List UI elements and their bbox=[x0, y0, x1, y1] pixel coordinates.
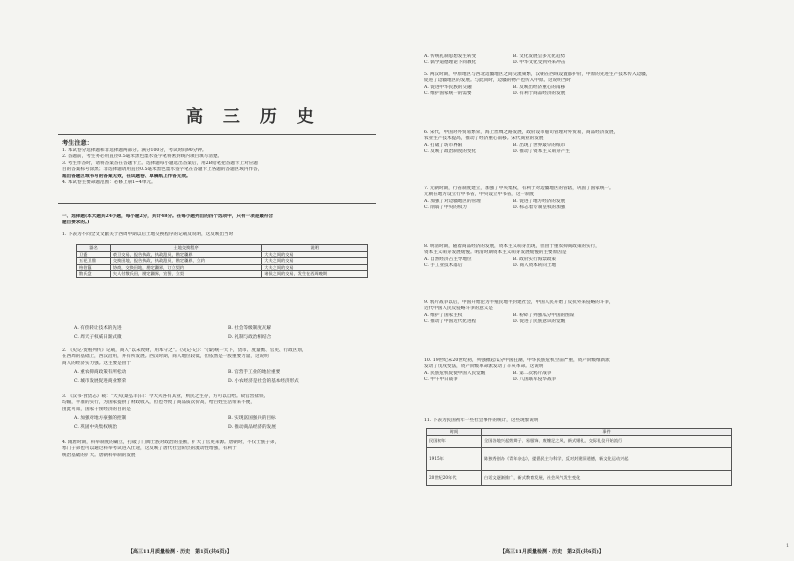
notice-line: 3. 考生作答时，请将答案答在答题卡上。选择题每小题选出答案后，用2B铅笔把答题卡上对应题 bbox=[62, 160, 258, 166]
table-cell: 20世纪20年代 bbox=[427, 470, 482, 485]
page-1 bbox=[58, 0, 376, 561]
divider bbox=[58, 134, 376, 135]
question-stem: 11. 下表为民国初年一些社会事件的统计，这些现象说明 bbox=[424, 418, 539, 423]
table-header: 时间 bbox=[427, 429, 482, 436]
question-line: 寒门子弟也可以通过科举考试进入仕途，这反映了唐代社会阶层的流动性增强，有利于 bbox=[62, 446, 237, 452]
notice-line: 超出答题区域书写的答案无效，在试题卷、草稿纸上作答无效。 bbox=[62, 173, 191, 179]
table-row bbox=[427, 470, 732, 485]
table-cell: 诸侯之间的交易，发生在西周晚期 bbox=[262, 271, 368, 278]
question-line: 在西周的基础上，西汉沿用，并有所发展。西汉时期，商人地位较低，但依然是一股重要力量，这说明 bbox=[62, 354, 269, 360]
question-line: 商人的经济实力强。这主要是由于 bbox=[62, 360, 131, 366]
option: B. 官营手工业的地位重要 bbox=[228, 370, 281, 375]
table-cell: 裘卫交易，报告执政，执政派员，勘定疆界 bbox=[110, 251, 261, 258]
option: C. 巩固中央集权统治 bbox=[74, 425, 118, 430]
question-1-table bbox=[76, 244, 368, 278]
option-line: A. 加强了对边疆地区的管理 B. 促进了地方经济的发展 bbox=[424, 198, 566, 204]
question-line: 2. 《史记·货殖列传》记载，商人“以末致财，用本守之”。《史记·记》：“(秦)统一天下，货币、度量衡、官吏、行政区划， bbox=[62, 348, 307, 353]
option-line: A. 维护了国家主权 B. 粉碎了列强瓜分中国的图谋 bbox=[424, 312, 575, 318]
table-row bbox=[427, 435, 732, 447]
question-11 bbox=[424, 418, 736, 424]
notice-title: 考生注意： bbox=[62, 140, 93, 147]
table-cell: 协商，交换田地，勘定疆界，订立契约 bbox=[110, 264, 261, 271]
option: B. 社会等级制度瓦解 bbox=[228, 326, 272, 331]
table-cell: 卫盉 bbox=[77, 251, 111, 258]
option: D. 推动商品经济的发展 bbox=[228, 425, 276, 430]
question-line: 7. 元朝时期，行省制度建立，加强了中央集权，有利于对边疆地区的管辖，巩固了国家统一。 bbox=[424, 186, 614, 191]
question-line: 发动了戊戌变法，资产阶级革命派发动了辛亥革命。这说明 bbox=[424, 364, 544, 370]
question-line: 农业生产技术提高，推动了经济重心南移。宋代商业的发展 bbox=[424, 136, 544, 142]
notice-line: 目的答案标号涂黑；非选择题请用直径0.5毫米黑色墨水签字笔在答题卡上各题的答题区域内作答， bbox=[62, 167, 263, 173]
option: B. 实现富国强兵的目标 bbox=[228, 416, 276, 421]
table-cell: 格伯簋 bbox=[77, 264, 111, 271]
option-line: C. 反映了政治制度的变化 D. 推动了资本主义萌芽产生 bbox=[424, 149, 570, 155]
page-footer: 【高三11月质量检测 · 历史 第1页(共6页)】 bbox=[128, 549, 232, 555]
section-title: 一、选择题(本大题共24小题，每小题2分，共计48分。在每小题列出的四个选项中，只有一项是最符合 bbox=[62, 214, 274, 219]
question-line: 4. 隋唐时期，科举制度的确立，打破了门阀士族对政治的垄断，扩大了官吏来源。唐朝时，不仅士族子弟， bbox=[62, 440, 280, 445]
table-cell: 民国初年 bbox=[427, 435, 482, 447]
question-line: 5. 两汉时期，中原地区与西北边疆地区之间交流频繁，汉朝在西域设置都护府，中原的先进生产技术传入边疆， bbox=[424, 72, 651, 77]
table-cell: 大夫之间的交易 bbox=[262, 264, 368, 271]
table-cell: 大夫之间的交易 bbox=[262, 258, 368, 265]
option-line: A. 促进中华民族的交融 B. 反映出经济重心的南移 bbox=[424, 84, 566, 90]
option: D. 小农经济是社会的基本经济形式 bbox=[228, 379, 299, 384]
question-line: 统治基础的扩大。唐朝科举制的发展 bbox=[62, 452, 136, 458]
option-line: C. 手工业技术落后 D. 商人资本转向土地 bbox=[424, 263, 557, 269]
option: C. 周天子权威日渐式微 bbox=[74, 335, 122, 340]
question-line: 8. 明清时期，随着商品经济的发展，资本主义萌芽出现，但由于重农抑商政策的实行， bbox=[424, 244, 600, 249]
divider bbox=[58, 203, 376, 204]
option-line: A. 传统礼制思想发生转变 B. 文化发展呈多元化趋势 bbox=[424, 54, 566, 59]
page-title: 高 三 历 史 bbox=[186, 107, 321, 127]
question-line: 均输，平准的实行，为国家提供了财政收入，但也导致了商品质次价高，给百姓生活带来不便， bbox=[62, 400, 255, 406]
option: A. 有偿转让技术的先进 bbox=[74, 326, 122, 331]
question-8 bbox=[424, 244, 736, 270]
table-cell: 交换田地，报告执政，执政派员，勘定疆界，立约 bbox=[110, 258, 261, 265]
table-cell: 散氏盘 bbox=[77, 271, 111, 278]
question-5 bbox=[424, 72, 736, 98]
table-header: 器名 bbox=[77, 245, 111, 252]
question-line: 资本主义萌芽发展缓慢。明清时期资本主义萌芽发展缓慢的主要原因是 bbox=[424, 250, 567, 256]
question-line: 近代中国人民反侵略斗争的意义是 bbox=[424, 306, 493, 312]
notice-line: 4. 本试卷主要命题范围：必修上册1~4单元。 bbox=[62, 180, 156, 186]
table-header: 说明 bbox=[262, 245, 368, 252]
question-line: 元朝在地方设立行中书省，中央设立中书省，这一制度 bbox=[424, 192, 535, 198]
notice-line: 2. 答题前，考生务必用直径0.5毫米黑色墨水签字笔将密封线内项目填写清楚。 bbox=[62, 154, 223, 160]
section-heading bbox=[62, 214, 374, 227]
table-cell: 矢人付散氏田，勘定疆界，宣誓，立契 bbox=[110, 271, 261, 278]
table-row bbox=[77, 271, 368, 278]
question-line: 3. 《汉书·食货志》载：“大夫(桑弘羊)曰：今大夫各有其业，则民之生存，方可以自给。故官营盐铁、 bbox=[62, 394, 269, 399]
option-line: C. 儒学道德理论下同教化 D. 中华文化受到外来冲击 bbox=[424, 60, 566, 66]
table-header: 土地交换程序 bbox=[110, 245, 261, 252]
question-9 bbox=[424, 300, 736, 326]
question-line: 6. 宋代，中国对外贸易繁荣，海上丝绸之路发展，政府设市舶司管理对外贸易，商品经济发展， bbox=[424, 130, 619, 135]
option: A. 加强对地方豪强的控制 bbox=[74, 416, 127, 421]
question-1 bbox=[62, 232, 374, 238]
option: C. 城市发展促进商业繁荣 bbox=[74, 379, 127, 384]
question-7 bbox=[424, 186, 736, 212]
question-3 bbox=[62, 394, 374, 413]
question-10 bbox=[424, 358, 736, 384]
question-4 bbox=[62, 440, 374, 459]
question-line: 10. 19世纪末20世纪初，列强掀起瓜分中国狂潮，中华民族危机空前严重，资产阶级维新派 bbox=[424, 358, 610, 363]
notice-block bbox=[62, 148, 374, 186]
question-2 bbox=[62, 348, 374, 367]
question-line: 由此可知，国家干预经济的目的是 bbox=[62, 406, 131, 412]
option-line: C. 推动了中国近代化进程 D. 促进了民族意识的觉醒 bbox=[424, 319, 566, 325]
option-line: A. 民族危机促使中国人民觉醒 B. 第二次鸦片战争 bbox=[424, 370, 552, 376]
page-2 bbox=[420, 0, 738, 561]
option-line: A. 自然经济占主导地位 B. 政府实行海禁政策 bbox=[424, 256, 556, 262]
section-title: 题目要求的。) bbox=[62, 220, 90, 226]
page-number: 1 bbox=[786, 543, 790, 549]
table-header: 事件 bbox=[482, 429, 732, 436]
question-line: 9. 鸦片战争以后，中国开始沦为半殖民地半封建社会，中国人民开始了反抗外来侵略的斗争， bbox=[424, 300, 614, 305]
table-cell: 陈独秀创办《青年杂志》，提倡民主与科学，反对封建旧道德，新文化运动兴起 bbox=[482, 447, 732, 470]
question-11-table bbox=[426, 428, 732, 486]
option-line: C. 维护国家统一的需要 D. 有利于商品经济的发展 bbox=[424, 91, 566, 97]
table-cell: 五祀卫鼎 bbox=[77, 258, 111, 265]
table-cell: 白话文逐渐推广，新式教育发展，社会风气发生变化 bbox=[482, 470, 732, 485]
table-cell: 大夫之间的交易 bbox=[262, 251, 368, 258]
question-line: 促进了边疆地区的发展。与此同时，边疆的物产也传入中原。这说明当时 bbox=[424, 78, 572, 84]
option-line: A. 打破了坊市界限 B. 出现了世界最早的纸币 bbox=[424, 142, 566, 148]
table-cell: 全国各地兴起剪辫子、易服饰、废缠足之风，新式婚礼、交际礼仪开始流行 bbox=[482, 435, 732, 447]
question-6 bbox=[424, 130, 736, 156]
page-footer: 【高三11月质量检测 · 历史 第2页(共6页)】 bbox=[500, 549, 604, 555]
option-line: C. 削弱了中央的权力 D. 标志着专制皇权的加强 bbox=[424, 205, 566, 211]
question-stem: 1. 下表为不同全文文献关于西周中期以后土地交换程序的记载及说明，这反映出当时 bbox=[62, 232, 234, 237]
notice-line: 1. 本试卷分选择题和非选择题两部分。满分100分，考试时间90分钟。 bbox=[62, 148, 207, 153]
option: A. 重农抑商政策有所松动 bbox=[74, 370, 127, 375]
option-line: C. 甲午中日战争 D. 八国联军侵华战争 bbox=[424, 377, 557, 383]
table-cell: 1915年 bbox=[427, 447, 482, 470]
table-row bbox=[427, 447, 732, 470]
question-options-top bbox=[424, 54, 736, 67]
option: D. 礼制与政治相结合 bbox=[228, 335, 272, 340]
